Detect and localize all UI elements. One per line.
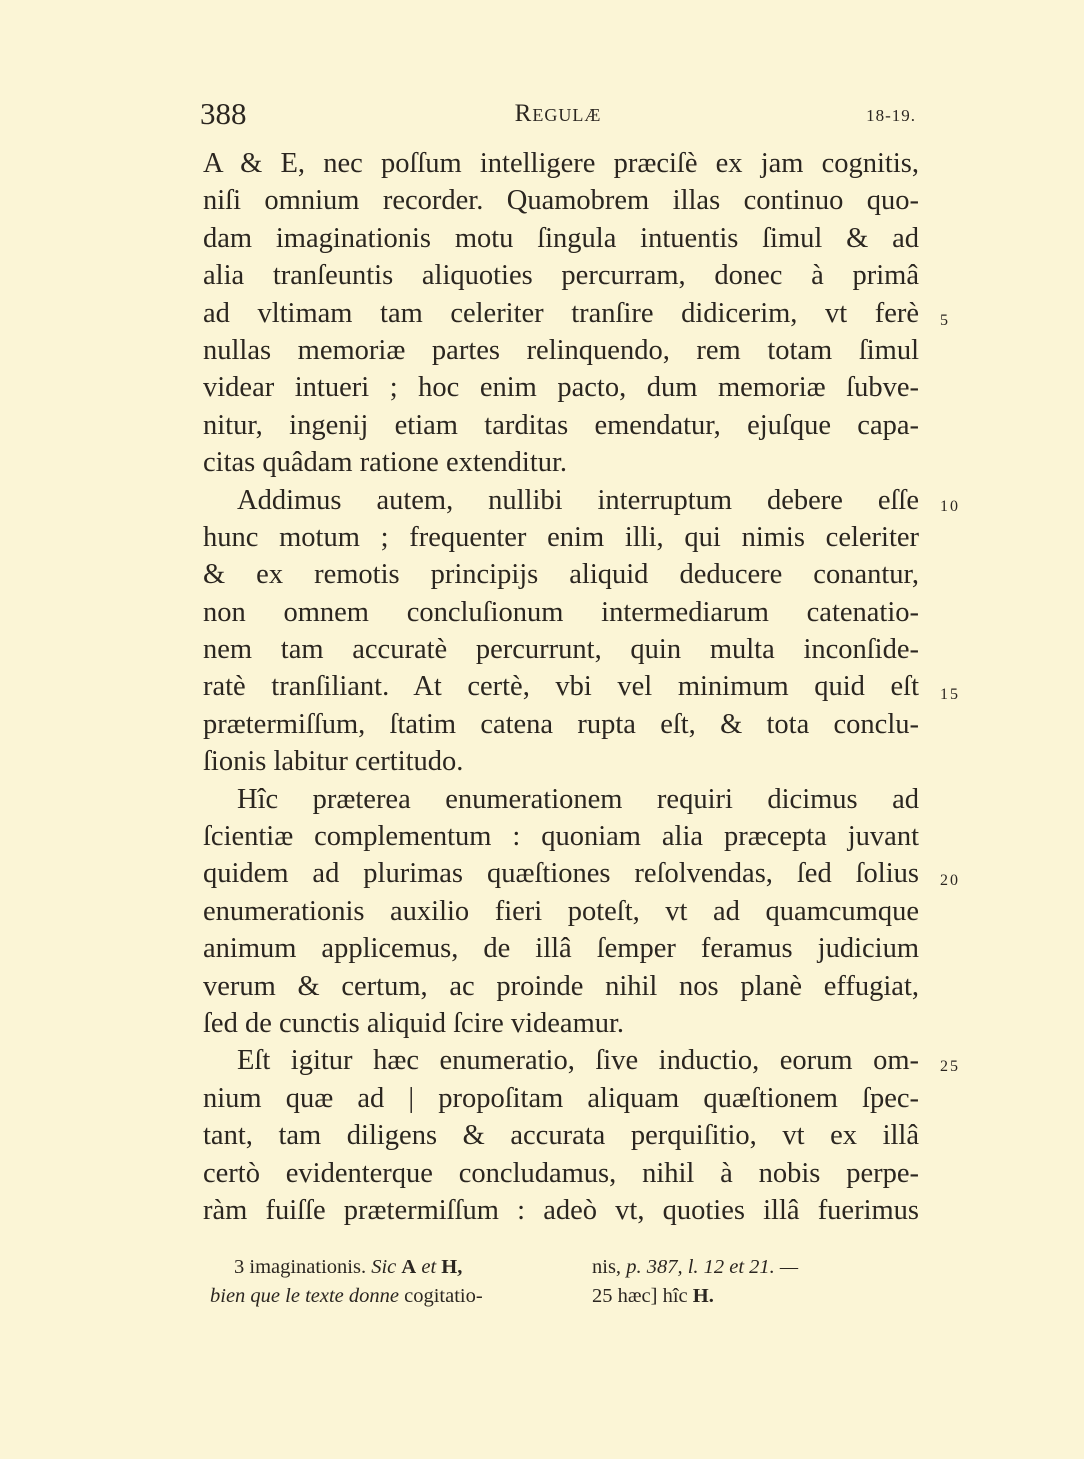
footnote-line xyxy=(592,1282,922,1311)
text-line: ràm fuiſſe prætermiſſum : adeò vt, quoties illâ fuerimus xyxy=(203,1194,919,1226)
text-line: certò evidenterque concludamus, nihil à nobis perpe- xyxy=(203,1157,919,1189)
text-line: nullas memoriæ partes relinquendo, rem totam ſimul xyxy=(203,334,919,366)
text-line: animum applicemus, de illâ ſemper feramus judicium xyxy=(203,933,919,965)
page-header xyxy=(200,96,916,136)
text-line: ſed de cunctis aliquid ſcire videamur. xyxy=(203,1007,625,1039)
footnote-line xyxy=(592,1253,922,1282)
text-line: ratè tranſiliant. At certè, vbi vel minimum quid eſt xyxy=(203,671,919,703)
text-line: Addimus autem, nullibi interruptum debere eſſe xyxy=(237,484,919,516)
text-line: nitur, ingenij etiam tarditas emendatur, ejuſque capa- xyxy=(203,409,919,441)
footnote-siglum: H, xyxy=(441,1256,463,1278)
footnote-sic: Sic xyxy=(371,1256,397,1278)
text-line: niſi omnium recorder. Quamobrem illas continuo quo- xyxy=(203,185,919,217)
line-number: 10 xyxy=(940,498,960,515)
line-number: 15 xyxy=(940,686,960,703)
line-number: 20 xyxy=(940,872,960,889)
page-number: 388 xyxy=(200,96,247,131)
main-text xyxy=(203,145,960,1229)
line-number: 5 xyxy=(940,312,950,329)
text-line: citas quâdam ratione extenditur. xyxy=(203,447,568,479)
text-line: ſcientiæ complementum : quoniam alia præcepta juvant xyxy=(203,821,919,853)
text-line: Hîc præterea enumerationem requiri dicimus ad xyxy=(237,783,919,815)
footnote-lemma: hæc] hîc xyxy=(617,1285,688,1307)
text-line: dam imaginationis motu ſingula intuentis ſimul & ad xyxy=(203,222,919,254)
footnote-reference: p. 387, l. 12 et 21. — xyxy=(626,1256,799,1278)
footnote-lemma: imaginationis. xyxy=(249,1256,367,1278)
footnote-column-left xyxy=(210,1253,555,1311)
text-line: non omnem concluſionum intermediarum catenatio- xyxy=(203,596,919,628)
footnote-siglum: H. xyxy=(692,1285,714,1307)
footnote-siglum: A xyxy=(401,1256,417,1278)
text-line: hunc motum ; frequenter enim illi, qui nimis celeriter xyxy=(203,521,919,553)
text-line: nium quæ ad | propoſitam aliquam quæſtionem ſpec- xyxy=(203,1082,919,1114)
text-line: quidem ad plurimas quæſtiones reſolvendas, ſed ſolius xyxy=(203,858,919,890)
footnote-number: 25 xyxy=(592,1285,613,1307)
text-line: tant, tam diligens & accurata perquiſitio, vt ex illâ xyxy=(203,1120,919,1152)
text-line: nem tam accuratè percurrunt, quin multa inconſide- xyxy=(203,634,919,666)
footnote-line xyxy=(210,1282,555,1311)
running-title: Regulæ xyxy=(514,100,602,127)
footnote-text: nis, xyxy=(592,1256,622,1278)
line-number: 25 xyxy=(940,1058,960,1075)
footnote-text: cogitatio- xyxy=(404,1285,483,1307)
text-line: prætermiſſum, ſtatim catena rupta eſt, & tota conclu- xyxy=(203,708,919,740)
text-line: & ex remotis principijs aliquid deducere conantur, xyxy=(203,559,919,591)
text-line: ſionis labitur certitudo. xyxy=(203,746,464,778)
footnote-line xyxy=(210,1253,555,1282)
text-line: alia tranſeuntis aliquoties percurram, donec à primâ xyxy=(203,260,919,292)
text-line: enumerationis auxilio fieri poteſt, vt ad quamcumque xyxy=(203,895,919,927)
text-line: Eſt igitur hæc enumeratio, ſive inductio, eorum om- xyxy=(237,1045,919,1077)
section-reference: 18-19. xyxy=(866,106,916,125)
footnote-number: 3 xyxy=(234,1256,245,1278)
footnote-et: et xyxy=(421,1256,437,1278)
footnote-comment: bien que le texte donne xyxy=(210,1285,399,1307)
text-line: verum & certum, ac proinde nihil nos planè effugiat, xyxy=(203,970,919,1002)
text-line: videar intueri ; hoc enim pacto, dum memoriæ ſubve- xyxy=(203,372,919,404)
footnote-column-right xyxy=(592,1253,922,1311)
text-line: A & E, nec poſſum intelligere præciſè ex jam cognitis, xyxy=(203,148,919,179)
text-line: ad vltimam tam celeriter tranſire didicerim, vt ferè xyxy=(203,297,919,329)
